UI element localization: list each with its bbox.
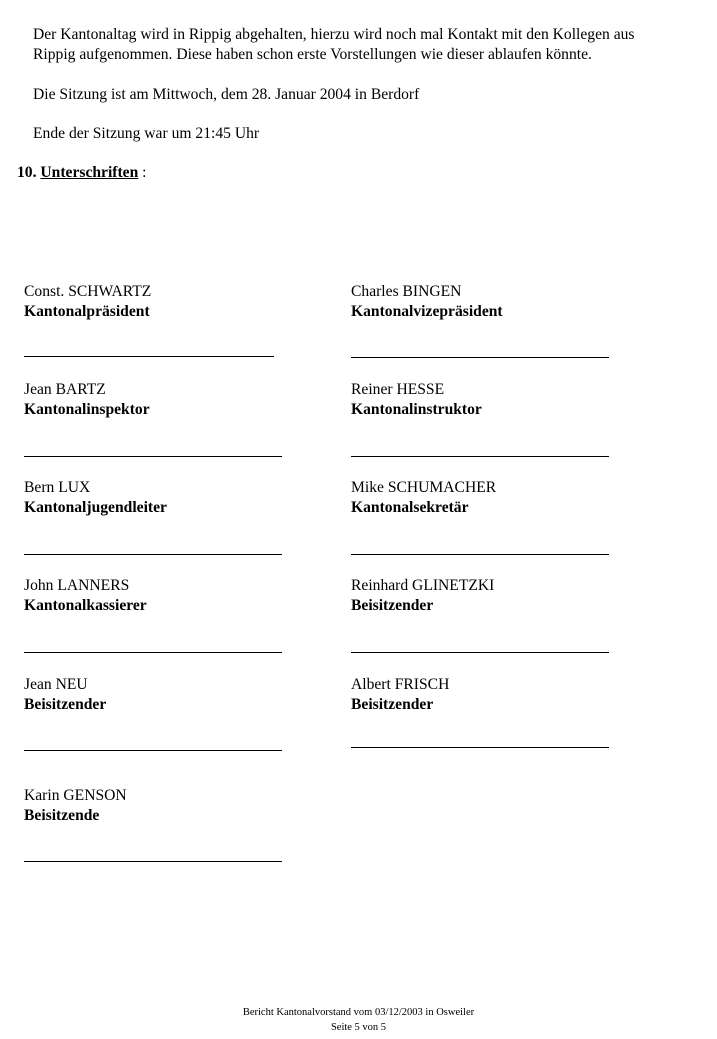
signatory-title: Kantonalkassierer <box>24 597 147 614</box>
signature-block-frisch <box>351 675 449 715</box>
signature-block-bingen <box>351 282 503 322</box>
section-suffix: : <box>138 164 147 181</box>
intro-line-2: Rippig aufgenommen. Diese haben schon erste Vorstellungen wie dieser ablaufen könnte. <box>33 46 592 63</box>
signature-line <box>24 456 282 457</box>
signature-line <box>351 747 609 748</box>
intro-line-1: Der Kantonaltag wird in Rippig abgehalten, hierzu wird noch mal Kontakt mit den Kollegen aus <box>33 26 635 43</box>
signatory-name: Const. SCHWARTZ <box>24 283 152 300</box>
meeting-end-text: Ende der Sitzung war um 21:45 Uhr <box>33 125 260 142</box>
signatory-title: Kantonalinstruktor <box>351 401 482 418</box>
signatory-title: Beisitzende <box>24 807 100 824</box>
signatory-title: Kantonalvizepräsident <box>351 303 503 320</box>
intro-text <box>33 25 701 65</box>
footer-page-number: Seite 5 von 5 <box>330 1022 387 1033</box>
signature-block-schumacher <box>351 478 496 518</box>
signature-block-glinetzki <box>351 576 494 616</box>
signature-line <box>351 357 609 358</box>
signatory-title: Beisitzender <box>351 696 434 713</box>
signature-block-schwartz <box>24 282 151 322</box>
signature-block-genson <box>24 786 127 826</box>
signatory-name: Albert FRISCH <box>351 676 450 693</box>
signature-block-bartz <box>24 380 150 420</box>
signature-line <box>351 456 609 457</box>
signature-line <box>24 356 274 357</box>
signature-line <box>24 554 282 555</box>
signature-line <box>24 750 282 751</box>
section-number: 10. <box>17 164 37 181</box>
signature-line <box>351 554 609 555</box>
signatory-name: Karin GENSON <box>24 787 127 804</box>
signature-line <box>24 861 282 862</box>
footer-report-title: Bericht Kantonalvorstand vom 03/12/2003 in Osweiler <box>242 1007 475 1018</box>
section-title: Unterschriften <box>40 164 139 181</box>
signatory-name: John LANNERS <box>24 577 130 594</box>
signatory-name: Jean BARTZ <box>24 381 106 398</box>
signatory-title: Kantonalsekretär <box>351 499 469 516</box>
signatory-name: Jean NEU <box>24 676 88 693</box>
signatory-title: Beisitzender <box>351 597 434 614</box>
signature-block-neu <box>24 675 106 715</box>
signatory-name: Reiner HESSE <box>351 381 445 398</box>
signature-block-lux <box>24 478 167 518</box>
signature-line <box>24 652 282 653</box>
signature-block-hesse <box>351 380 482 420</box>
signatory-title: Kantonalpräsident <box>24 303 150 320</box>
signatory-title: Beisitzender <box>24 696 107 713</box>
section-heading <box>17 163 147 183</box>
meeting-date-text: Die Sitzung ist am Mittwoch, dem 28. Januar 2004 in Berdorf <box>33 86 420 103</box>
signature-block-lanners <box>24 576 147 616</box>
signatory-name: Reinhard GLINETZKI <box>351 577 495 594</box>
signatory-name: Charles BINGEN <box>351 283 462 300</box>
signature-line <box>351 652 609 653</box>
signatory-title: Kantonalinspektor <box>24 401 150 418</box>
signatory-name: Bern LUX <box>24 479 91 496</box>
signatory-name: Mike SCHUMACHER <box>351 479 497 496</box>
signatory-title: Kantonaljugendleiter <box>24 499 167 516</box>
